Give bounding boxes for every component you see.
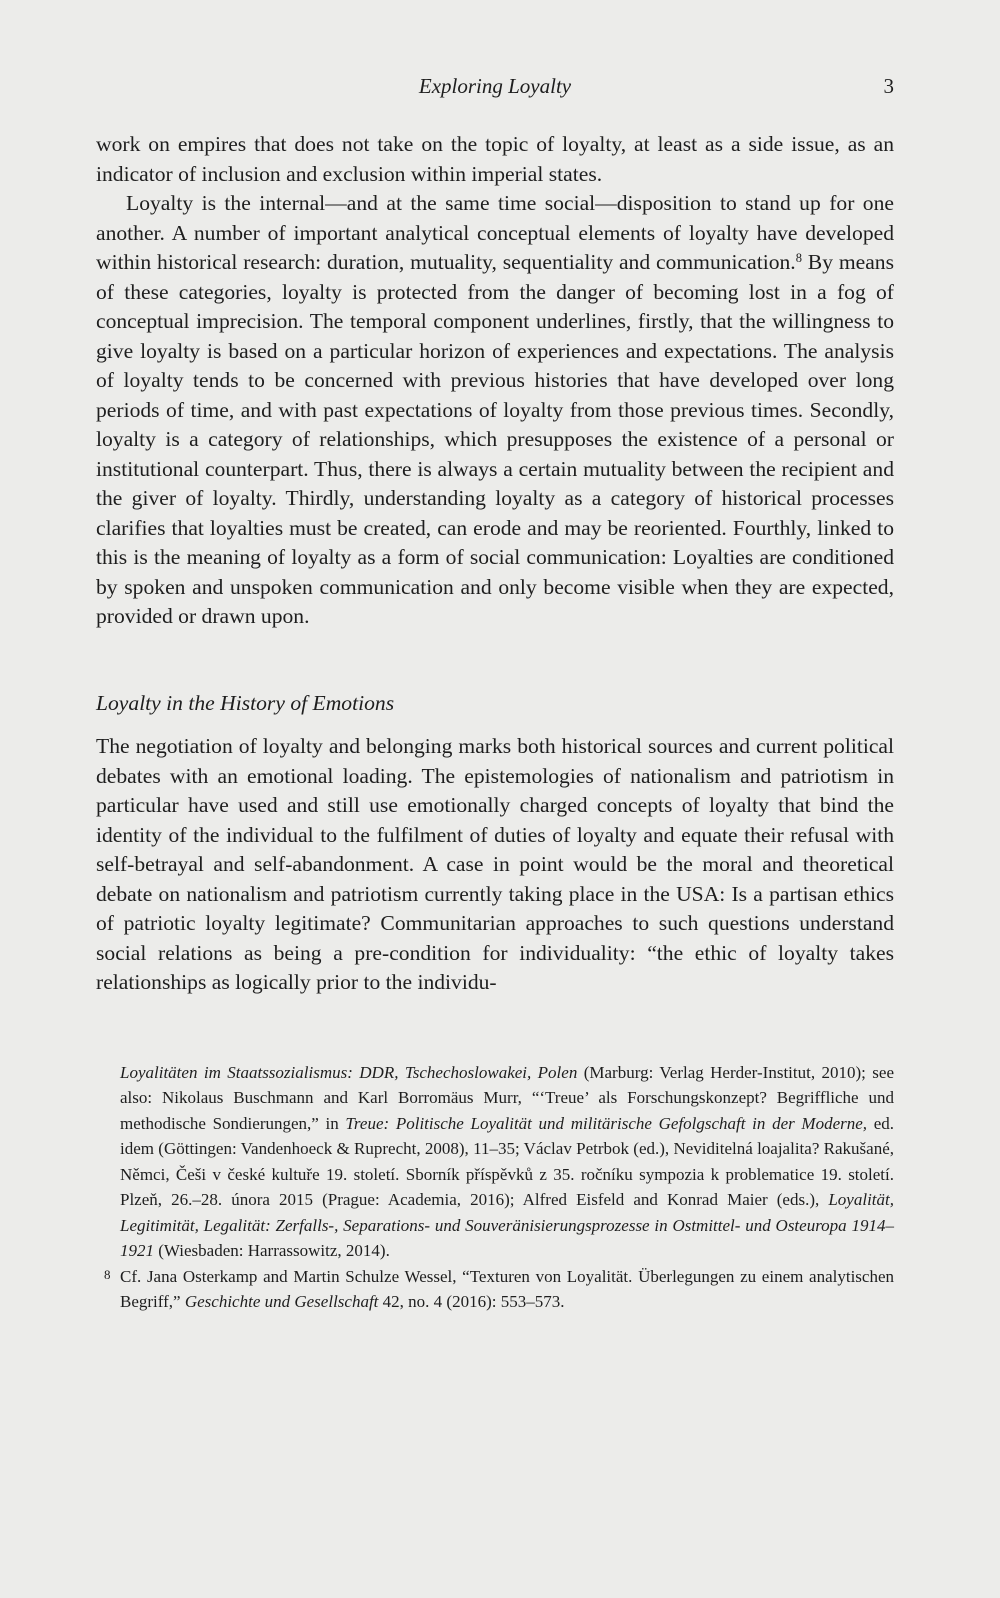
paragraph-loyalty-definition — [96, 189, 894, 632]
footnote-text: 42, no. 4 (2016): 553–573. — [378, 1292, 565, 1311]
footnote-number: 8 — [104, 1266, 111, 1282]
footnote-italic: Loyalität, Legitimität, Legalität: Zerfalls-, Separations- und Souveränisierungsprozesse in Ostmittel- und Osteuropa 1914–1921 — [120, 1190, 894, 1260]
paragraph-text: Loyalty is the internal—and at the same time social—disposition to stand up for one another. A number of important analytical conceptual elements of loyalty have developed within historical research: duration, mutuality, sequentiality and communication. — [96, 191, 894, 274]
footnote-text: Cf. Jana Osterkamp and Martin Schulze Wessel, “Texturen von Loyalität. Überlegungen zu einem analytischen Begriff,” — [120, 1266, 894, 1311]
paragraph-continued: work on empires that does not take on the topic of loyalty, at least as a side issue, as an indicator of inclusion and exclusion within imperial states. — [96, 132, 894, 186]
footnotes — [96, 1060, 894, 1315]
paragraph-emotions: The negotiation of loyalty and belonging marks both historical sources and current political debates with an emotional loading. The epistemologies of nationalism and patriotism in particular have used and still use emotionally charged concepts of loyalty that bind the identity of the individual to the fulfilment of duties of loyalty and equate their refusal with self-betrayal and self-abandonment. A case in point would be the moral and theoretical debate on nationalism and patriotism currently taking place in the USA: Is a partisan ethics of patriotic loyalty legitimate? Communitarian approaches to such questions understand social relations as being a pre-condition for individuality: “the ethic of loyalty takes relationships as logically prior to the individu- — [96, 734, 894, 994]
footnote-7-continued — [120, 1060, 894, 1264]
section-heading: Loyalty in the History of Emotions — [96, 690, 395, 715]
footnote-8 — [104, 1264, 894, 1315]
body-text — [96, 130, 894, 998]
footnote-text: (Marburg: Verlag Herder-Institut, 2010); see also: Nikolaus Buschmann and Karl Borromäus Murr, “‘Treue’ als Forschungskonzept? Begriffliche und methodische Sondierungen,” in — [120, 1062, 894, 1133]
paragraph-text: By means of these categories, loyalty is protected from the danger of becoming lost in a fog of conceptual imprecision. The temporal component underlines, firstly, that the willingness to give loyalty is based on a particular horizon of experiences and expectations. The analysis of loyalty tends to be concerned with previous histories that have developed over long periods of time, and with past expectations of loyalty from those previous times. Secondly, loyalty is a category of relationships, which presupposes the existence of a personal or institutional counterpart. Thus, there is always a certain mutuality between the recipient and the giver of loyalty. Thirdly, understanding loyalty as a category of historical processes clarifies that loyalties must be created, can erode and may be reoriented. Fourthly, linked to this is the meaning of loyalty as a form of social communication: Loyalties are conditioned by spoken and unspoken communication and only become visible when they are expected, provided or drawn upon. — [96, 250, 894, 628]
footnote-reference[interactable]: 8 — [795, 251, 802, 265]
footnote-italic: Treue: Politische Loyalität und militärische Gefolgschaft in der Moderne, — [345, 1113, 868, 1133]
footnote-italic: Loyalitäten im Staatssozialismus: DDR, Tschechoslowakei, Polen — [120, 1062, 578, 1082]
footnote-text: (Wiesbaden: Harrassowitz, 2014). — [154, 1241, 390, 1260]
page-number: 3 — [883, 74, 894, 98]
running-title: Exploring Loyalty — [418, 74, 572, 98]
running-head — [96, 74, 894, 104]
footnote-italic: Geschichte und Gesellschaft — [184, 1292, 379, 1311]
footnote-text: ed. idem (Göttingen: Vandenhoeck & Ruprecht, 2008), 11–35; Václav Petrbok (ed.), Neviditelná loajalita? Rakušané, Němci, Češi v české kultuře 19. století. Sborník příspěvků z 35. ročníku sympozia k problematice 19. století. Plzeň, 26.–28. února 2015 (Prague: Academia, 2016); Alfred Eisfeld and Konrad Maier (eds.), — [120, 1113, 895, 1209]
